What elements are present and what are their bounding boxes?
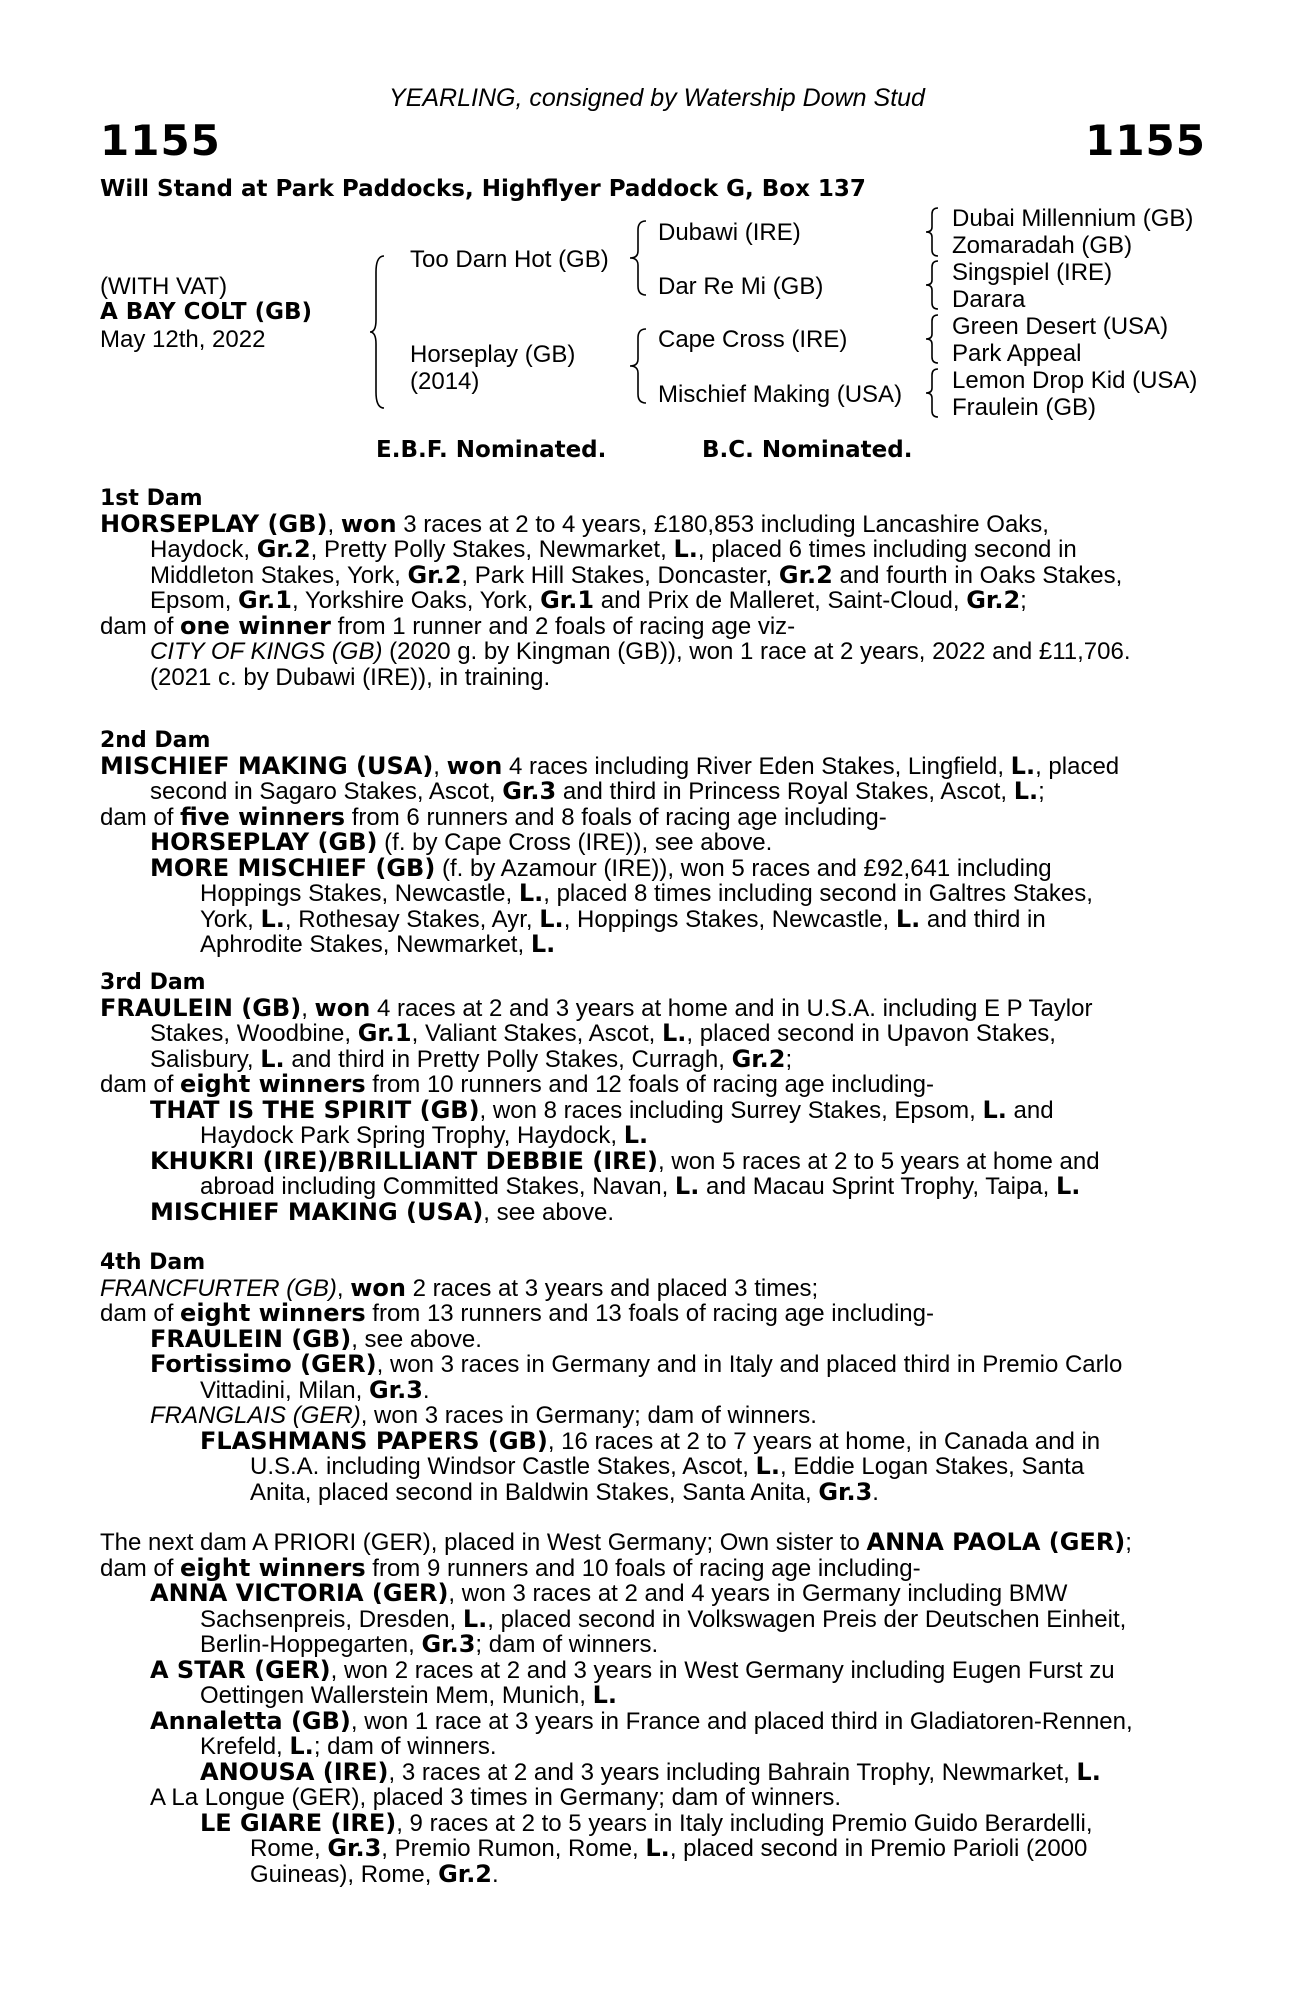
consignment-line: YEARLING, consigned by Watership Down Stud — [389, 84, 925, 112]
text: ; dam of winners. — [475, 1631, 659, 1658]
text: , won 3 races in Germany; dam of winners. — [360, 1402, 817, 1429]
text: Haydock Park Spring Trophy, Haydock, — [200, 1122, 624, 1149]
pedigree-g4-2: Zomaradah (GB) — [952, 232, 1133, 259]
text: from 1 runner and 2 foals of racing age viz- — [330, 612, 796, 640]
pedigree-brace-g4-2 — [922, 259, 942, 311]
second-dam-section: 2nd Dam MISCHIEF MAKING (USA), won 4 races including River Eden Stakes, Lingfield, L., placed second in Sagaro Stakes, Ascot, Gr.3 and third in Princess Royal Stakes, Ascot, L.; dam of five winners from 6 runners and 8 foals of racing age including- HORSEPLAY (GB) (f. by Cape Cross (IRE)), see above. MORE MISCHIEF (GB) (f. by Azamour (IRE)), won 5 races and £92,641 including Hoppings Stakes, Newcastle, L., placed 8 times including second in Galtres Stakes, York, L., Rothesay Stakes, Ayr, L., Hoppings Stakes, Newcastle, L. and third in Aphrodite Stakes, Newmarket, L. — [100, 728, 1204, 958]
text: Vittadini, Milan, — [200, 1376, 369, 1404]
listed-label: L. — [539, 904, 564, 933]
text: Middleton Stakes, York, — [150, 561, 408, 589]
text: from 13 runners and 13 foals of racing age including- — [365, 1300, 934, 1327]
text: , placed second in Volkswagen Preis der Deutschen Einheit, — [487, 1605, 1127, 1633]
produce-2021-colt: (2021 c. by Dubawi (IRE)), in training. — [150, 663, 551, 691]
text: . — [492, 1860, 499, 1888]
next-dam-section — [100, 1530, 1204, 1887]
text: , Pretty Polly Stakes, Newmarket, — [310, 536, 674, 563]
produce-anna-victoria: ANNA VICTORIA (GER) — [150, 1579, 449, 1607]
text: dam of — [100, 1300, 181, 1327]
text: , won 8 races including Surrey Stakes, Epsom, — [479, 1096, 983, 1124]
text: , won 2 races at 2 and 3 years in West Germany including Eugen Furst zu — [330, 1656, 1115, 1684]
text: ; — [1125, 1529, 1132, 1556]
first-dam-heading: 1st Dam — [100, 486, 203, 511]
text: and Macau Sprint Trophy, Taipa, — [699, 1173, 1056, 1200]
pedigree-g4-7: Lemon Drop Kid (USA) — [952, 367, 1198, 394]
grade-label: Gr.3 — [502, 777, 557, 805]
first-dam-section: 1st Dam HORSEPLAY (GB), won 3 races at 2 to 4 years, £180,853 including Lancashire Oaks, Haydock, Gr.2, Pretty Polly Stakes, Newmarket, L., placed 6 times including second in Middleton Stakes, York, Gr.2, Park Hill Stakes, Doncaster, Gr.2 and fourth in Oaks Stakes, Epsom, Gr.1, Yorkshire Oaks, York, Gr.1 and Prix de Malleret, Saint-Cloud, Gr.2; dam of one winner from 1 runner and 2 foals of racing age viz- CITY OF KINGS (GB) (2020 g. by Kingman (GB)), won 1 race at 2 years, 2022 and £11,706. (2021 c. by Dubawi (IRE)), in training. — [100, 486, 1204, 690]
pedigree-sire-sire: Dubawi (IRE) — [658, 219, 801, 246]
text: Rome, — [250, 1835, 328, 1862]
produce-fortissimo: Fortissimo (GER) — [150, 1350, 377, 1378]
grade-label: Gr.3 — [421, 1630, 476, 1658]
text: , Premio Rumon, Rome, — [381, 1835, 646, 1862]
text: Krefeld, — [200, 1733, 290, 1760]
pedigree-brace-g4-3 — [922, 313, 942, 365]
text: York, — [200, 905, 261, 933]
won-label: won — [350, 1273, 406, 1302]
text: , 9 races at 2 to 5 years in Italy including Premio Guido Berardelli, — [396, 1809, 1093, 1837]
produce-annaletta: Annaletta (GB) — [150, 1706, 351, 1735]
pedigree-dam-dam: Mischief Making (USA) — [658, 381, 903, 408]
pedigree-sire-dam: Dar Re Mi (GB) — [658, 273, 824, 300]
listed-label: L. — [260, 904, 285, 933]
text: (f. by Cape Cross (IRE)), see above. — [377, 829, 773, 856]
listed-label: L. — [1056, 1172, 1081, 1200]
text: and third in — [920, 905, 1046, 933]
winners-count: five winners — [180, 802, 346, 831]
text: , Rothesay Stakes, Ayr, — [284, 905, 540, 933]
listed-label: L. — [462, 1604, 488, 1633]
produce-city-of-kings: CITY OF KINGS (GB) — [150, 638, 383, 665]
text: (f. by Azamour (IRE)), won 5 races and £92,641 including — [435, 854, 1052, 882]
text: , placed 6 times including second in — [697, 536, 1077, 563]
text: 2 races at 3 years and placed 3 times; — [405, 1274, 819, 1302]
produce-a-star: A STAR (GER) — [150, 1655, 331, 1684]
text: Haydock, — [150, 536, 257, 563]
listed-label: L. — [895, 904, 921, 933]
text: Salisbury, — [150, 1045, 261, 1073]
grade-label: Gr.1 — [357, 1019, 412, 1047]
text: , placed 8 times including second in Galtres Stakes, — [543, 880, 1093, 907]
won-label: won — [314, 993, 371, 1022]
pedigree-dam-sire: Cape Cross (IRE) — [658, 326, 848, 353]
sister-anna-paola: ANNA PAOLA (GER) — [866, 1528, 1126, 1556]
text: Oettingen Wallerstein Mem, Munich, — [200, 1682, 593, 1709]
text: 4 races at 2 and 3 years at home and in U.S.A. including E P Taylor — [370, 994, 1093, 1022]
text: , won 3 races at 2 and 4 years in Germany including BMW — [448, 1580, 1068, 1607]
grade-label: Gr.2 — [731, 1044, 786, 1073]
text: The next dam A PRIORI (GER), placed in West Germany; Own sister to — [100, 1529, 867, 1556]
text: , Yorkshire Oaks, York, — [291, 587, 541, 614]
listed-label: L. — [1010, 751, 1036, 780]
grade-label: Gr.1 — [238, 586, 292, 614]
listed-label: L. — [755, 1452, 780, 1480]
text: . — [872, 1478, 879, 1506]
third-dam-name: FRAULEIN (GB) — [100, 993, 302, 1022]
listed-label: L. — [530, 930, 556, 958]
pedigree-dam: Horseplay (GB) — [410, 341, 576, 368]
produce-mischief-making: MISCHIEF MAKING (USA) — [150, 1197, 484, 1226]
text: from 6 runners and 8 foals of racing age including- — [345, 803, 887, 831]
produce-a-la-longue: A La Longue (GER), placed 3 times in Germany; dam of winners. — [150, 1784, 841, 1811]
text: , won 1 race at 3 years in France and placed third in Gladiatoren-Rennen, — [350, 1707, 1133, 1735]
text: , Hoppings Stakes, Newcastle, — [563, 905, 896, 933]
second-dam-heading: 2nd Dam — [100, 728, 211, 753]
text: , placed second in Premio Parioli (2000 — [669, 1835, 1088, 1862]
pedigree-brace-g4-1 — [922, 206, 942, 258]
text: , won 5 races at 2 to 5 years at home and — [657, 1147, 1100, 1175]
pedigree-brace-main — [368, 252, 392, 412]
foaling-date: May 12th, 2022 — [100, 326, 266, 353]
horse-name: A BAY COLT (GB) — [100, 299, 313, 325]
grade-label: Gr.2 — [407, 560, 462, 589]
text: and fourth in Oaks Stakes, — [832, 561, 1123, 589]
grade-label: Gr.2 — [256, 535, 311, 563]
text: Aphrodite Stakes, Newmarket, — [200, 931, 531, 958]
produce-franglais: FRANGLAIS (GER) — [150, 1402, 361, 1429]
text: Epsom, — [150, 587, 239, 614]
pedigree-dam-year: (2014) — [410, 368, 480, 395]
text: dam of — [100, 1071, 181, 1098]
text: , Eddie Logan Stakes, Santa — [779, 1453, 1085, 1480]
text: from 10 runners and 12 foals of racing age including- — [365, 1071, 934, 1098]
listed-label: L. — [661, 1019, 687, 1047]
pedigree-brace-dam — [626, 326, 650, 406]
listed-label: L. — [1076, 1757, 1101, 1786]
fourth-dam-section: 4th Dam FRANCFURTER (GB), won 2 races at 3 years and placed 3 times; dam of eight winners from 13 runners and 13 foals of racing age including- FRAULEIN (GB), see above. Fortissimo (GER), won 3 races in Germany and in Italy and placed third in Premio Carlo Vittadini, Milan, Gr.3. FRANGLAIS (GER), won 3 races in Germany; dam of winners. FLASHMANS PAPERS (GB), 16 races at 2 to 7 years at home, in Canada and in U.S.A. including Windsor Castle Stakes, Ascot, L., Eddie Logan Stakes, Santa Anita, placed second in Baldwin Stakes, Santa Anita, Gr.3. — [100, 1250, 1204, 1505]
text: , see above. — [351, 1325, 482, 1353]
produce-khukri: KHUKRI (IRE)/BRILLIANT DEBBIE (IRE) — [150, 1146, 658, 1175]
stand-location: Will Stand at Park Paddocks, Highflyer Paddock G, Box 137 — [100, 176, 866, 202]
listed-label: L. — [260, 1044, 285, 1073]
text: and third in Pretty Polly Stakes, Curragh, — [284, 1045, 732, 1073]
listed-label: L. — [592, 1681, 618, 1709]
pedigree-g4-6: Park Appeal — [952, 340, 1082, 367]
pedigree-brace-g4-4 — [922, 367, 942, 419]
produce-le-giare: LE GIARE (IRE) — [200, 1808, 397, 1837]
text: and — [1006, 1096, 1054, 1124]
grade-label: Gr.3 — [818, 1477, 873, 1506]
text: Stakes, Woodbine, — [150, 1020, 358, 1047]
listed-label: L. — [623, 1121, 649, 1149]
text: , Valiant Stakes, Ascot, — [411, 1020, 662, 1047]
text: dam of — [100, 803, 181, 831]
text: second in Sagaro Stakes, Ascot, — [150, 778, 503, 805]
pedigree-g4-8: Fraulein (GB) — [952, 394, 1097, 421]
ebf-nomination: E.B.F. Nominated. — [376, 437, 607, 463]
pedigree-brace-sire — [626, 218, 650, 298]
text: ; — [785, 1045, 793, 1073]
produce-horseplay: HORSEPLAY (GB) — [150, 828, 378, 856]
grade-label: Gr.3 — [327, 1834, 382, 1862]
text: Sachsenpreis, Dresden, — [200, 1605, 463, 1633]
third-dam-section: 3rd Dam FRAULEIN (GB), won 4 races at 2 and 3 years at home and in U.S.A. including E P Taylor Stakes, Woodbine, Gr.1, Valiant Stakes, Ascot, L., placed second in Upavon Stakes, Salisbury, L. and third in Pretty Polly Stakes, Curragh, Gr.2; dam of eight winners from 10 runners and 12 foals of racing age including- THAT IS THE SPIRIT (GB), won 8 races including Surrey Stakes, Epsom, L. and Haydock Park Spring Trophy, Haydock, L. KHUKRI (IRE)/BRILLIANT DEBBIE (IRE), won 5 races at 2 to 5 years at home and abroad including Committed Stakes, Navan, L. and Macau Sprint Trophy, Taipa, L. MISCHIEF MAKING (USA), see above. — [100, 970, 1204, 1225]
second-dam-name: MISCHIEF MAKING (USA) — [100, 751, 434, 780]
text: . — [422, 1376, 430, 1404]
pedigree-g4-5: Green Desert (USA) — [952, 313, 1169, 340]
winners-count: eight winners — [180, 1070, 366, 1098]
text: , 3 races at 2 and 3 years including Bahrain Trophy, Newmarket, — [388, 1758, 1077, 1786]
winners-count: eight winners — [180, 1553, 366, 1582]
text: Guineas), Rome, — [250, 1860, 439, 1888]
grade-label: Gr.2 — [778, 560, 833, 589]
listed-label: L. — [674, 1172, 700, 1200]
produce-more-mischief: MORE MISCHIEF (GB) — [150, 853, 436, 882]
text: ; — [1038, 778, 1045, 805]
text: U.S.A. including Windsor Castle Stakes, Ascot, — [250, 1453, 756, 1480]
text: , placed second in Upavon Stakes, — [686, 1020, 1056, 1047]
won-label: won — [446, 751, 503, 780]
text: (2020 g. by Kingman (GB)), won 1 race at 2 years, 2022 and £11,706. — [382, 638, 1131, 665]
winners-count: one winner — [180, 611, 331, 640]
text: Hoppings Stakes, Newcastle, — [200, 880, 519, 907]
text: , won 3 races in Germany and in Italy and placed third in Premio Carlo — [376, 1351, 1123, 1378]
lot-number-right: 1155 — [1085, 116, 1206, 165]
pedigree-g4-4: Darara — [952, 286, 1026, 313]
winners-count: eight winners — [180, 1299, 366, 1327]
listed-label: L. — [673, 535, 698, 563]
text: Berlin-Hoppegarten, — [200, 1631, 422, 1658]
text: dam of — [100, 1554, 181, 1582]
text: , see above. — [483, 1198, 615, 1226]
listed-label: L. — [518, 879, 544, 907]
lot-number-left: 1155 — [100, 116, 221, 165]
produce-anousa: ANOUSA (IRE) — [200, 1757, 389, 1786]
fourth-dam-heading: 4th Dam — [100, 1250, 206, 1275]
grade-label: Gr.2 — [966, 586, 1021, 614]
grade-label: Gr.3 — [368, 1375, 423, 1404]
text: 4 races including River Eden Stakes, Lingfield, — [502, 752, 1011, 780]
text: Anita, placed second in Baldwin Stakes, Santa Anita, — [250, 1478, 819, 1506]
third-dam-heading: 3rd Dam — [100, 970, 206, 995]
produce-flashmans-papers: FLASHMANS PAPERS (GB) — [200, 1426, 548, 1455]
produce-fraulein: FRAULEIN (GB) — [150, 1324, 352, 1353]
text: and third in Princess Royal Stakes, Ascot, — [556, 778, 1014, 805]
listed-label: L. — [289, 1732, 314, 1760]
text: ; — [1020, 587, 1027, 614]
text: dam of — [100, 612, 181, 640]
text: , 16 races at 2 to 7 years at home, in Canada and in — [547, 1427, 1101, 1455]
text: , Park Hill Stakes, Doncaster, — [461, 561, 779, 589]
text: ; dam of winners. — [313, 1733, 497, 1760]
listed-label: L. — [982, 1095, 1007, 1124]
vat-note: (WITH VAT) — [100, 273, 228, 300]
first-dam-name: HORSEPLAY (GB) — [100, 509, 328, 538]
pedigree-g4-1: Dubai Millennium (GB) — [952, 205, 1194, 232]
produce-that-is-the-spirit: THAT IS THE SPIRIT (GB) — [150, 1095, 480, 1124]
listed-label: L. — [645, 1834, 670, 1862]
won-label: won — [340, 509, 397, 538]
grade-label: Gr.1 — [540, 586, 595, 614]
fourth-dam-name: FRANCFURTER (GB) — [100, 1274, 337, 1302]
bc-nomination: B.C. Nominated. — [702, 437, 913, 463]
text: from 9 runners and 10 foals of racing age including- — [365, 1554, 921, 1582]
text: , placed — [1035, 752, 1120, 780]
text: 3 races at 2 to 4 years, £180,853 including Lancashire Oaks, — [396, 510, 1049, 538]
text: and Prix de Malleret, Saint-Cloud, — [594, 587, 967, 614]
text: abroad including Committed Stakes, Navan, — [200, 1173, 675, 1200]
pedigree-sire: Too Darn Hot (GB) — [410, 246, 609, 273]
grade-label: Gr.2 — [438, 1859, 493, 1888]
listed-label: L. — [1013, 777, 1039, 805]
pedigree-g4-3: Singspiel (IRE) — [952, 259, 1113, 286]
